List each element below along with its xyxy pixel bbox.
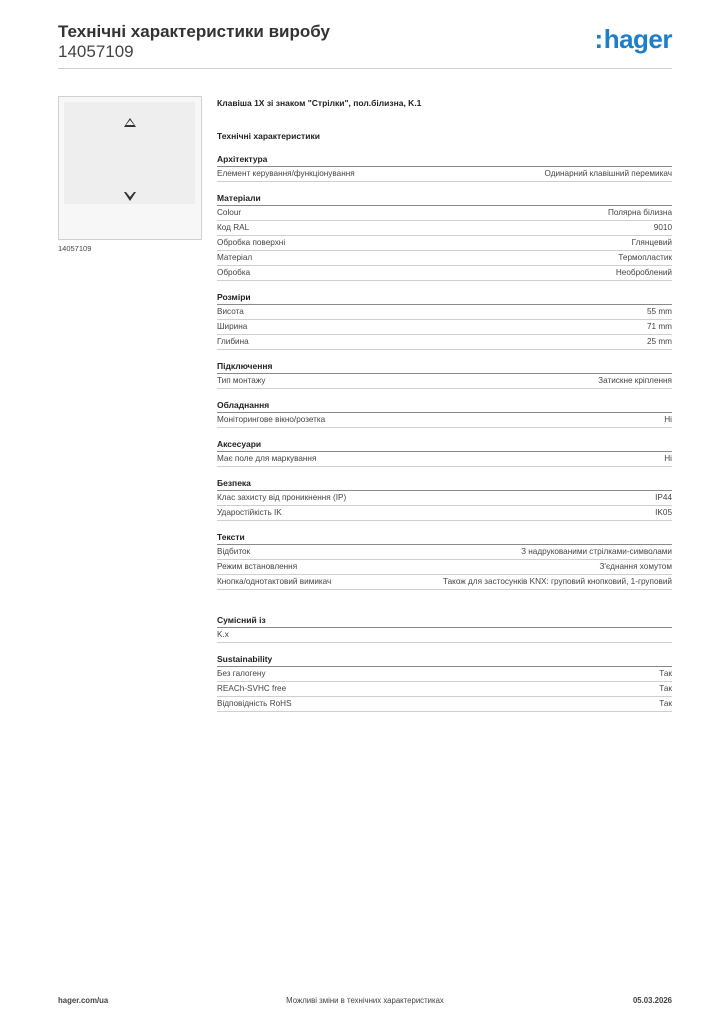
- spec-row: [217, 320, 672, 335]
- spec-row: [217, 167, 672, 182]
- spec-value: Ні: [664, 454, 672, 463]
- spec-row: [217, 667, 672, 682]
- spec-row: [217, 266, 672, 281]
- spec-value: Одинарний клавішний перемикач: [544, 169, 672, 178]
- spec-value: IP44: [655, 493, 672, 502]
- spec-row: [217, 697, 672, 712]
- spec-value: Так: [659, 699, 672, 708]
- spec-label: K.x: [217, 630, 229, 639]
- spec-label: REACh-SVHC free: [217, 684, 287, 693]
- switch-plate: [64, 102, 195, 204]
- spec-row: [217, 374, 672, 389]
- spec-value: Також для застосунків KNX: груповий кнопковий, 1-груповий: [442, 577, 672, 586]
- spec-value: Необроблений: [615, 268, 672, 277]
- spec-section: [217, 530, 672, 590]
- section-title: Аксесуари: [217, 437, 672, 452]
- spec-row: [217, 236, 672, 251]
- section-title: Архітектура: [217, 152, 672, 167]
- section-title: Розміри: [217, 290, 672, 305]
- spec-label: Тип монтажу: [217, 376, 266, 385]
- footer-notice: Можливі зміни в технічних характеристиках: [286, 996, 444, 1005]
- spec-value: Глянцевий: [631, 238, 672, 247]
- spec-row: [217, 560, 672, 575]
- spec-label: Має поле для маркування: [217, 454, 317, 463]
- specs-heading: Технічні характеристики: [217, 131, 320, 141]
- document-title: Технічні характеристики виробу: [58, 22, 330, 41]
- spec-value: Затискне кріплення: [598, 376, 672, 385]
- spec-sections: [217, 152, 672, 712]
- spec-section: [217, 437, 672, 467]
- spec-label: Colour: [217, 208, 242, 217]
- spec-label: Без галогену: [217, 669, 266, 678]
- spec-section: [217, 191, 672, 281]
- spec-row: [217, 491, 672, 506]
- spec-section: [217, 359, 672, 389]
- footer-date: 05.03.2026: [632, 996, 672, 1005]
- spec-section: [217, 398, 672, 428]
- spec-value: Ні: [664, 415, 672, 424]
- spec-section: [217, 613, 672, 643]
- spec-row: [217, 221, 672, 236]
- spec-row: [217, 628, 672, 643]
- spec-value: Полярна білизна: [607, 208, 672, 217]
- hager-logo: :hager: [594, 24, 672, 54]
- spec-label: Відбиток: [217, 547, 251, 556]
- spec-label: Обробка: [217, 268, 251, 277]
- spec-value: Так: [659, 669, 672, 678]
- spec-section: [217, 290, 672, 350]
- spec-label: Режим встановлення: [217, 562, 298, 571]
- section-title: Sustainability: [217, 652, 672, 667]
- spec-row: [217, 682, 672, 697]
- spec-value: Термопластик: [618, 253, 672, 262]
- spec-section: [217, 652, 672, 712]
- arrow-up-icon: [124, 118, 136, 127]
- footer-website: hager.com/ua: [58, 996, 109, 1005]
- spec-value: Так: [659, 684, 672, 693]
- spec-row: [217, 545, 672, 560]
- spec-label: Код RAL: [217, 223, 250, 232]
- spec-row: [217, 305, 672, 320]
- image-caption: 14057109: [58, 244, 92, 253]
- spec-label: Висота: [217, 307, 244, 316]
- spec-value: З надрукованими стрілками-символами: [521, 547, 672, 556]
- spec-label: Глибина: [217, 337, 249, 346]
- arrow-down-icon: [124, 192, 136, 201]
- spec-label: Відповідність RoHS: [217, 699, 292, 708]
- section-title: Підключення: [217, 359, 672, 374]
- spec-label: Ширина: [217, 322, 248, 331]
- spec-row: [217, 575, 672, 590]
- spec-value: 9010: [653, 223, 672, 232]
- spec-row: [217, 506, 672, 521]
- spec-value: З'єднання хомутом: [599, 562, 672, 571]
- product-image: [58, 96, 202, 240]
- section-title: Обладнання: [217, 398, 672, 413]
- spec-label: Обробка поверхні: [217, 238, 286, 247]
- spec-label: Моніторингове вікно/розетка: [217, 415, 326, 424]
- spec-row: [217, 206, 672, 221]
- section-title: Сумісний із: [217, 613, 672, 628]
- spec-section: [217, 152, 672, 182]
- product-name: Клавіша 1X зі знаком "Стрілки", пол.білизна, K.1: [217, 98, 422, 108]
- section-title: Безпека: [217, 476, 672, 491]
- section-title: Тексти: [217, 530, 672, 545]
- spec-label: Клас захисту від проникнення (IP): [217, 493, 347, 502]
- spec-row: [217, 335, 672, 350]
- spec-value: 55 mm: [646, 307, 672, 316]
- page-header: [58, 20, 672, 68]
- logo-text: hager: [603, 24, 672, 54]
- document-number: 14057109: [58, 42, 134, 61]
- spec-value: IK05: [655, 508, 672, 517]
- spec-row: [217, 251, 672, 266]
- spec-row: [217, 452, 672, 467]
- header-divider: [58, 68, 672, 69]
- spec-section: [217, 476, 672, 521]
- spec-label: Матеріал: [217, 253, 253, 262]
- section-title: Матеріали: [217, 191, 672, 206]
- spec-value: 71 mm: [646, 322, 672, 331]
- spec-label: Елемент керування/функціонування: [217, 169, 355, 178]
- spec-row: [217, 413, 672, 428]
- spec-label: Кнопка/однотактовий вимикач: [217, 577, 332, 586]
- spec-value: 25 mm: [646, 337, 672, 346]
- spec-content: [217, 96, 672, 712]
- spec-label: Ударостійкість IK: [217, 508, 282, 517]
